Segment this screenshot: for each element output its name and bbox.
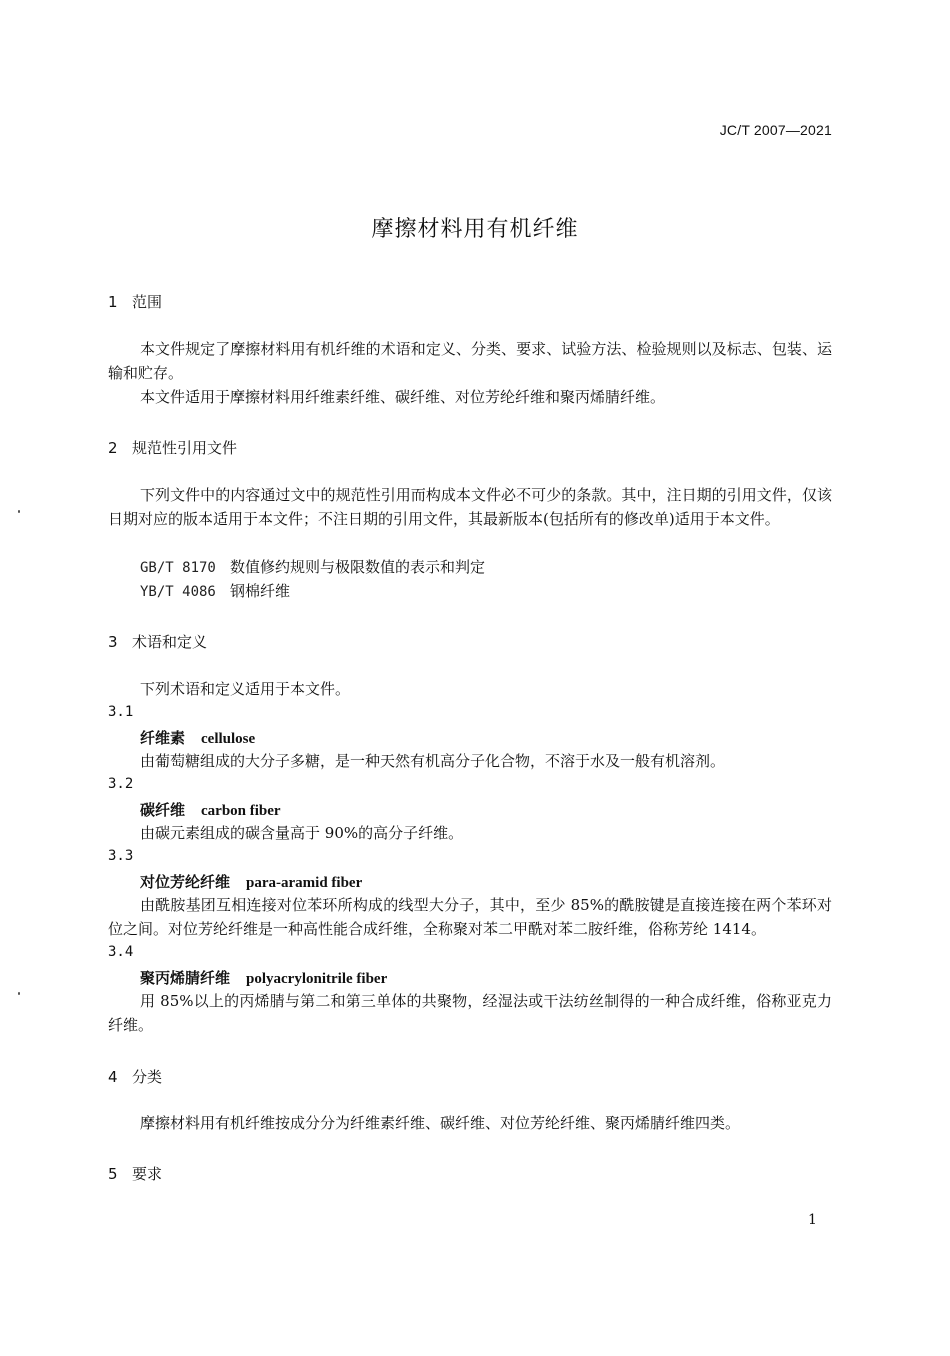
reference-name: 钢棉纤维 [230,582,291,600]
term-number: 3.2 [108,776,134,792]
section-number: 1 [108,293,118,311]
scan-speck [18,992,20,995]
reference-name: 数值修约规则与极限数值的表示和判定 [230,558,486,576]
term-name [140,967,387,988]
section-title: 规范性引用文件 [132,439,238,457]
term-zh: 碳纤维 [140,801,186,819]
scan-speck [18,510,20,513]
term-definition: 由葡萄糖组成的大分子多糖，是一种天然有机高分子化合物，不溶于水及一般有机溶剂。 [140,752,726,770]
page-number: 1 [808,1212,817,1228]
term-definition: 由碳元素组成的碳含量高于 90%的高分子纤维。 [140,824,464,842]
reference-item [140,579,290,604]
term-definition: 由酰胺基团互相连接对位苯环所构成的线型大分子，其中，至少 85%的酰胺键是直接连接在两个苯环对位之间。对位芳纶纤维是一种高性能合成纤维，全称聚对苯二甲酰对苯二胺纤维，俗称芳纶 1414。 [108,896,832,938]
section-title: 范围 [132,293,163,311]
reference-code: GB/T 8170 [140,560,216,576]
term-en: carbon fiber [201,803,281,819]
term-number: 3.3 [108,848,134,864]
section-number: 2 [108,439,118,457]
term-en: para-aramid fiber [246,875,363,891]
section-title: 分类 [132,1068,163,1086]
term-name [140,799,281,820]
term-name [140,727,255,748]
term-zh: 聚丙烯腈纤维 [140,969,231,987]
term-name [140,871,362,892]
paragraph: 本文件适用于摩擦材料用纤维素纤维、碳纤维、对位芳纶纤维和聚丙烯腈纤维。 [140,388,666,406]
paragraph: 摩擦材料用有机纤维按成分分为纤维素纤维、碳纤维、对位芳纶纤维、聚丙烯腈纤维四类。 [140,1114,741,1132]
document-title: 摩擦材料用有机纤维 [371,217,579,242]
section-heading-1 [108,291,162,312]
paragraph: 下列文件中的内容通过文中的规范性引用而构成本文件必不可少的条款。其中，注日期的引用文件，仅该日期对应的版本适用于本文件；不注日期的引用文件，其最新版本(包括所有的修改单)适用于本文件。 [108,486,832,528]
term-definition: 用 85%以上的丙烯腈与第二和第三单体的共聚物，经湿法或干法纺丝制得的一种合成纤维，俗称亚克力纤维。 [108,992,832,1034]
term-zh: 对位芳纶纤维 [140,873,231,891]
section-heading-3 [108,631,207,652]
term-number: 3.1 [108,704,134,720]
section-title: 术语和定义 [132,633,208,651]
paragraph: 下列术语和定义适用于本文件。 [140,680,351,698]
section-number: 3 [108,633,118,651]
reference-code: YB/T 4086 [140,584,216,600]
term-en: cellulose [201,731,256,747]
term-number: 3.4 [108,944,134,960]
section-heading-4 [108,1066,162,1087]
section-heading-5 [108,1163,162,1184]
reference-item [140,555,485,580]
section-title: 要求 [132,1165,163,1183]
standard-code: JC/T 2007—2021 [719,122,832,138]
term-en: polyacrylonitrile fiber [246,971,388,987]
paragraph: 本文件规定了摩擦材料用有机纤维的术语和定义、分类、要求、试验方法、检验规则以及标志、包装、运输和贮存。 [108,340,832,382]
section-heading-2 [108,437,237,458]
section-number: 4 [108,1068,118,1086]
section-number: 5 [108,1165,118,1183]
term-zh: 纤维素 [140,729,186,747]
